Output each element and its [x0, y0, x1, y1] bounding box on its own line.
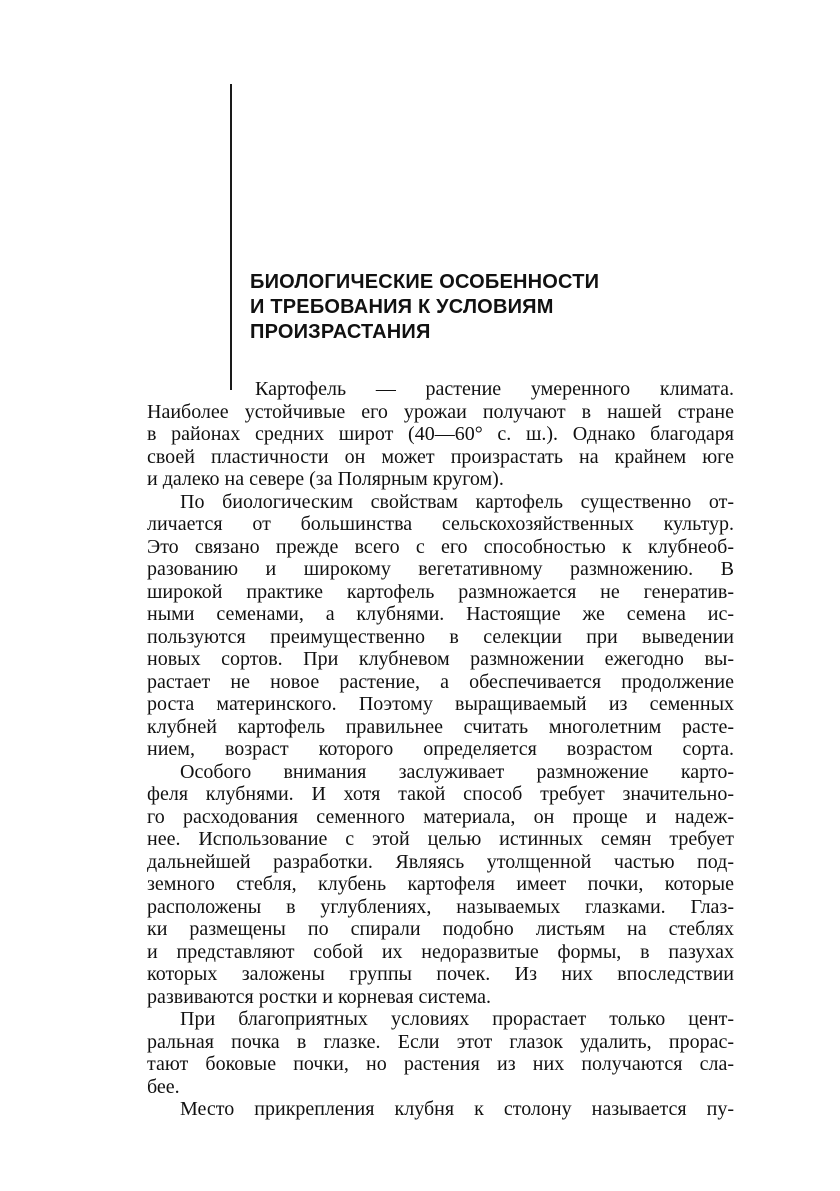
text-line: Наиболее устойчивые его урожаи получают в нашей стране: [147, 400, 734, 423]
text-line: которых заложены группы почек. Из них впоследствии: [147, 963, 734, 985]
text-line: ральная почка в глазке. Если этот глазок удалить, прорас-: [147, 1030, 734, 1053]
text-line: Особого внимания заслуживает размножение карто-: [180, 760, 734, 783]
heading-line: ПРОИЗРАСТАНИЯ: [250, 321, 431, 343]
text-line: и далеко на севере (за Полярным кругом).: [147, 468, 504, 490]
text-line: в районах средних широт (40—60° с. ш.). Однако благодаря: [147, 423, 734, 445]
text-line: феля клубнями. И хотя такой способ требует значительно-: [147, 783, 734, 805]
text-line: тают боковые почки, но растения из них получаются сла-: [147, 1053, 734, 1075]
text-line: широкой практике картофель размножается не генератив-: [147, 580, 734, 603]
text-line: расположены в углублениях, называемых глазками. Глаз-: [147, 895, 734, 918]
text-line: своей пластичности он может произрастать на крайнем юге: [147, 445, 734, 468]
text-line: При благоприятных условиях прорастает только цент-: [180, 1008, 734, 1030]
text-line: развиваются ростки и корневая система.: [147, 985, 491, 1008]
text-line: земного стебля, клубень картофеля имеет почки, которые: [147, 873, 734, 895]
text-line: растает не новое растение, а обеспечивается продолжение: [147, 670, 734, 693]
text-line: дальнейшей разработки. Являясь утолщенной частью под-: [147, 850, 734, 873]
text-line: разованию и широкому вегетативному размножению. В: [147, 558, 734, 580]
text-line: По биологическим свойствам картофель существенно от-: [180, 490, 734, 513]
text-line: Место прикрепления клубня к столону называется пу-: [180, 1098, 734, 1120]
text-line: и представляют собой их недоразвитые формы, в пазухах: [147, 940, 734, 963]
text-line: Это связано прежде всего с его способностью к клубнеоб-: [147, 535, 734, 558]
text-line: новых сортов. При клубневом размножении ежегодно вы-: [147, 648, 734, 670]
text-line: личается от большинства сельскохозяйственных культур.: [147, 513, 734, 535]
text-line: нее. Использование с этой целью истинных семян требует: [147, 828, 734, 850]
text-line: Картофель — растение умеренного климата.: [255, 378, 734, 400]
text-line: бее.: [147, 1075, 180, 1098]
heading-line: БИОЛОГИЧЕСКИЕ ОСОБЕННОСТИ: [250, 271, 600, 293]
vertical-rule: [230, 84, 232, 390]
section-heading: [250, 270, 700, 345]
text-line: клубней картофель правильнее считать многолетним расте-: [147, 715, 734, 738]
body-text: [147, 378, 734, 1121]
text-line: роста материнского. Поэтому выращиваемый из семенных: [147, 693, 734, 715]
heading-line: И ТРЕБОВАНИЯ К УСЛОВИЯМ: [250, 296, 554, 318]
text-line: го расходования семенного материала, он проще и надеж-: [147, 805, 734, 828]
text-line: ки размещены по спирали подобно листьям на стеблях: [147, 918, 734, 940]
text-line: ными семенами, а клубнями. Настоящие же семена ис-: [147, 603, 734, 625]
text-line: нием, возраст которого определяется возрастом сорта.: [147, 738, 734, 760]
text-line: пользуются преимущественно в селекции при выведении: [147, 625, 734, 648]
